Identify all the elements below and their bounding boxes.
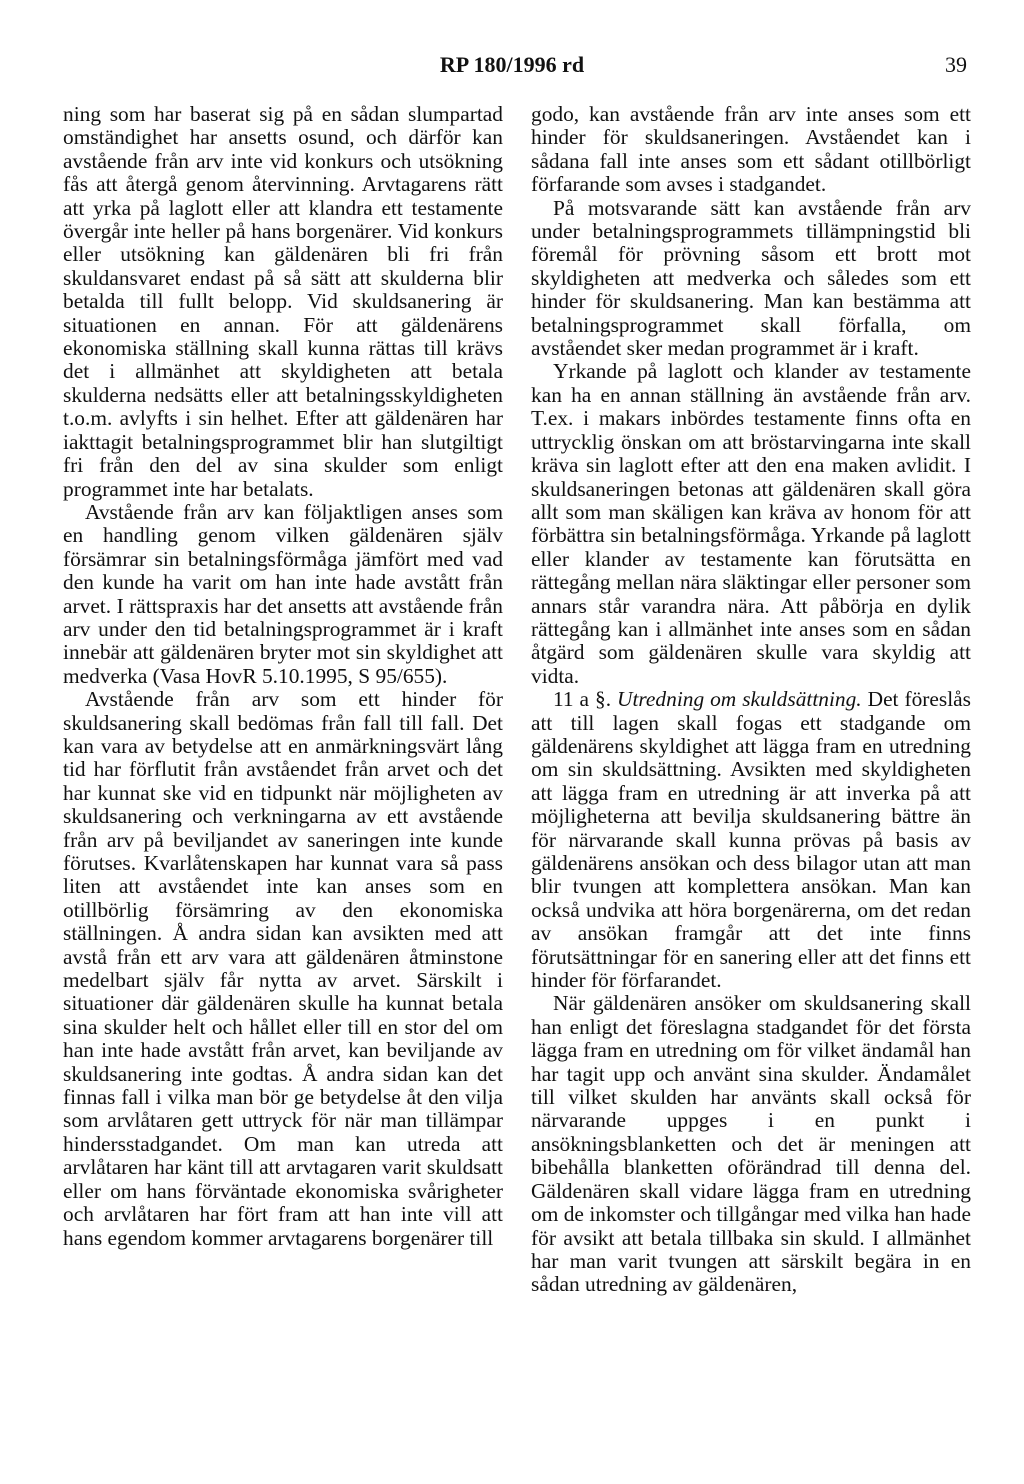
paragraph: Avstående från arv kan följaktligen anses som en handling genom vilken gäldenären själv försämrar sin betalningsförmåga jämfört med vad den kunde ha varit om han inte hade avstått från arvet. I rättspraxis har det ansetts att avstående från arv under den tid betalningsprogrammet är i kraft innebär att gäldenären bryter mot sin skyldighet att medverka (Vasa HovR 5.10.1995, S 95/655). bbox=[63, 499, 503, 688]
paragraph: Yrkande på laglott och klander av testamente kan ha en annan ställning än avstående från arv. T.ex. i makars inbördes testamente finns ofta en uttrycklig önskan om att bröstarvingarna inte skall kräva sin laglott efter att den ena maken avlidit. I skuldsaneringen betonas att gäldenären skall göra allt som man skäligen kan kräva av honom för att förbättra sin betalningsförmåga. Yrkande på laglott eller klander av testamente kan förutsätta en rättegång mellan nära släktingar eller personer som annars står varandra nära. Att påbörja en dylik rättegång kan i allmänhet inte anses som en sådan åtgärd som gäldenären skulle vara skyldig att vidta. bbox=[531, 359, 971, 688]
paragraph: På motsvarande sätt kan avstående från arv under betalningsprogrammets tillämpningstid bli föremål för prövning såsom ett brott mot skyldigheten att medverka och således som ett hinder för skuldsanering. Man kan bestämma att betalningsprogrammet skall förfalla, om avståendet sker medan programmet är i kraft. bbox=[531, 195, 971, 361]
paragraph: Avstående från arv som ett hinder för skuldsanering skall bedömas från fall till fall. Det kan vara av betydelse att en anmärkningsvärt lång tid har förflutit från avståendet från arvet och det har kunnat ske vid en tidpunkt när möjligheten av skuldsanering och verkningarna av ett avstående från arv på beviljandet av saneringen inte kunde förutses. Kvarlåtenskapen har kunnat vara så pass liten att avståendet inte kan anses som en otillbörlig försämring av den ekonomiska ställningen. Å andra sidan kan avsikten med att avstå från ett arv vara att gäldenären åtminstone medelbart själv får nytta av arvet. Särskilt i situationer där gäldenären skulle ha kunnat betala sina skulder helt och hållet eller till en stor del om han inte hade avstått från arvet, kan beviljande av skuldsanering inte godtas. Å andra sidan kan det finnas fall i vilka man bör ge betydelse åt den vilja som arvlåtaren gett uttryck för när man tillämpar hindersstadgandet. Om man kan utreda att arvlåtaren har känt till att arvtagaren varit skuldsatt eller om hans förväntade ekonomiska svårigheter och arvlåtaren har fört fram att han inte vill att hans egendom kommer arvtagarens borgenärer till bbox=[63, 687, 503, 1250]
paragraph: När gäldenären ansöker om skuldsanering skall han enligt det föreslagna stadgandet för det första lägga fram en utredning om för vilket ändamål han har tagit upp och använt sina skulder. Ändamålet till vilket skulden har använts skall också för närvarande uppges i en punkt i ansökningsblanketten och det är meningen att bibehålla blanketten oförändrad till denna del. Gäldenären skall vidare lägga fram en utredning om de inkomster och tillgångar med vilka han hade för avsikt att betala tillbaka sin skuld. I allmänhet har man varit tvungen att särskilt begära in en sådan utredning av gäldenären, bbox=[531, 991, 971, 1297]
section-number: 11 a §. bbox=[553, 687, 618, 712]
paragraph: ning som har baserat sig på en sådan slumpartad omständighet har ansetts osund, och därför kan avstående från arv inte vid konkurs och utsökning fås att återgå genom återvinning. Arvtagarens rätt att yrka på laglott eller att klandra ett testamente övergår inte heller på hans borgenärer. Vid konkurs eller utsökning kan gäldenären bli fri från skuldansvaret endast på så sätt att skulderna blir betalda till fullt belopp. Vid skuldsanering är situationen en annan. För att gäldenärens ekonomiska ställning skall kunna rättas till krävs det i allmänhet att skyldigheten att betala skulderna nedsätts eller att betalningsskyldigheten t.o.m. avlyfts i sin helhet. Efter att gäldenären har iakttagit betalningsprogrammet blir han slutgiltigt fri från den del av sina skulder som enligt programmet inte har betalats. bbox=[63, 102, 503, 501]
page-header bbox=[0, 52, 1024, 88]
left-column bbox=[63, 103, 503, 1250]
paragraph: godo, kan avstående från arv inte anses som ett hinder för skuldsaneringen. Avståendet kan i sådana fall inte anses som ett sådant otillbörligt förfarande som avses i stadgandet. bbox=[531, 102, 971, 197]
section-body: Det föreslås att till lagen skall fogas ett stadgande om gäldenärens skyldighet att lägga fram en utredning om sin skuldsättning. Avsikten med skyldigheten att lägga fram en utredning är att inverka på att möjligheterna att bevilja skuldsanering bättre än för närvarande skall kunna prövas på basis av gäldenärens ansökan och dess bilagor utan att man blir tvungen att komplettera ansökan. Man kan också undvika att höra borgenärerna, om det redan av ansökan framgår att det inte finns förutsättningar för en sanering eller att det finns ett hinder för förfarandet. bbox=[531, 687, 971, 993]
right-column bbox=[531, 103, 971, 1297]
page-number: 39 bbox=[945, 52, 967, 77]
section-heading: Utredning om skuldsättning. bbox=[617, 687, 862, 712]
section-paragraph bbox=[531, 688, 971, 992]
document-title: RP 180/1996 rd bbox=[439, 52, 585, 77]
